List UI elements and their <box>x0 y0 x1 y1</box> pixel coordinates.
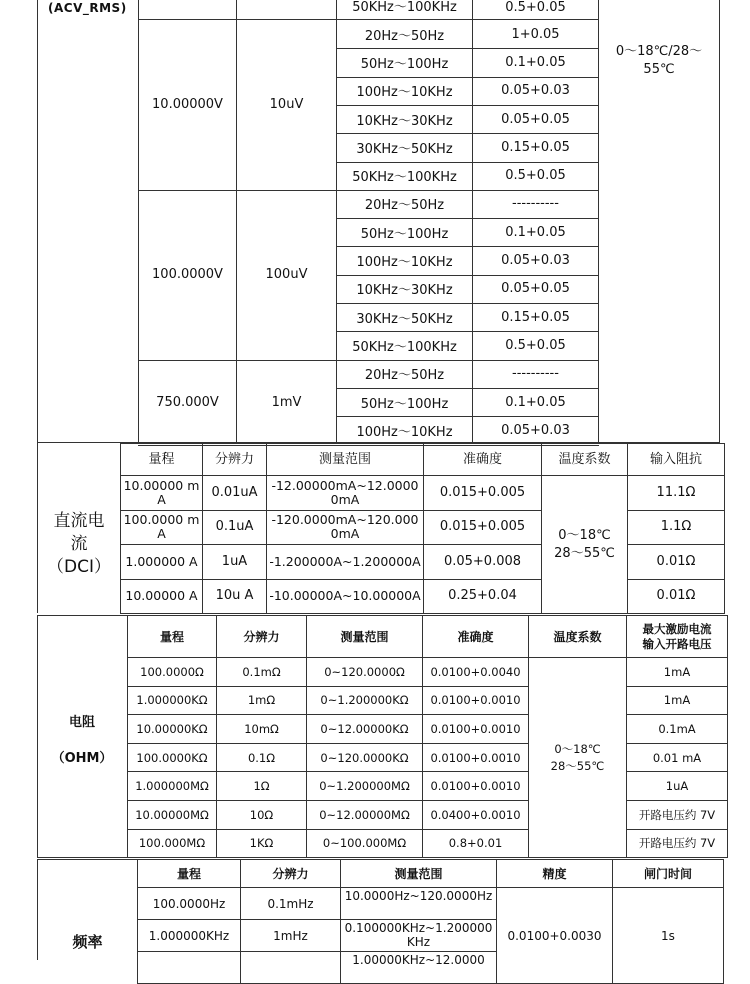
acv-acc-cell: 0.15+0.05 <box>501 309 570 325</box>
acv-freq-cell: 20Hz～50Hz <box>364 368 445 384</box>
ohm-temp: 0～18℃ 28～55℃ <box>529 658 627 858</box>
acv-acc-cell: 0.1+0.05 <box>505 54 566 70</box>
ohm-range: 10.00000KΩ <box>128 715 217 744</box>
dci-impedance: 11.1Ω <box>628 476 725 511</box>
ohm-current: 1mA <box>627 686 728 715</box>
ohm-header: 温度系数 <box>529 616 627 658</box>
dci-impedance: 1.1Ω <box>628 510 725 545</box>
freq-span: 0.100000KHz~1.200000KHz <box>341 920 497 952</box>
freq-header: 闸门时间 <box>613 860 724 888</box>
acv-freq-cell: 10KHz～30KHz <box>356 113 453 129</box>
ohm-range: 1.000000KΩ <box>128 686 217 715</box>
dci-row <box>121 510 725 545</box>
ohm-row <box>128 743 728 772</box>
dci-range: 10.00000 mA <box>121 476 203 511</box>
dci-header: 输入阻抗 <box>628 444 725 476</box>
dci-span: -120.0000mA~120.0000mA <box>267 510 424 545</box>
freq-accuracy: 0.0100+0.0030 <box>497 888 613 984</box>
acv-freq-cell: 20Hz～50Hz <box>364 198 445 214</box>
acv-range: 10.00000V <box>152 97 223 113</box>
dci-impedance: 0.01Ω <box>628 545 725 580</box>
freq-span: 1.00000KHz~12.0000 <box>341 952 497 984</box>
acv-acc-cell: 0.1+0.05 <box>505 394 566 410</box>
dci-accuracy: 0.25+0.04 <box>424 579 542 614</box>
ohm-header: 测量范围 <box>307 616 423 658</box>
acv-acc-cell: ---------- <box>512 196 559 212</box>
freq-range <box>138 952 241 984</box>
acv-acc-cell: 0.05+0.03 <box>501 253 570 269</box>
acv-resolution: 1mV <box>271 394 302 410</box>
acv-acc-cell: 0.5+0.05 <box>505 168 566 184</box>
freq-header: 测量范围 <box>341 860 497 888</box>
ohm-accuracy: 0.0100+0.0040 <box>423 658 529 687</box>
acv-acc-cell: 1+0.05 <box>511 26 560 42</box>
acv-resolution: 10uV <box>269 97 304 113</box>
ohm-range: 10.00000MΩ <box>128 800 217 829</box>
freq-span: 10.0000Hz~120.0000Hz <box>341 888 497 920</box>
freq-range: 1.000000KHz <box>138 920 241 952</box>
dci-row <box>121 545 725 580</box>
dci-table <box>120 443 725 614</box>
freq-resolution <box>241 952 341 984</box>
ohm-accuracy: 0.0100+0.0010 <box>423 743 529 772</box>
dci-span: -1.200000A~1.200000A <box>267 545 424 580</box>
ohm-row <box>128 829 728 858</box>
freq-header: 分辨力 <box>241 860 341 888</box>
acv-temp: 0～18℃/28～55℃ <box>615 44 703 77</box>
ohm-current: 0.1mA <box>627 715 728 744</box>
ohm-range: 100.0000Ω <box>128 658 217 687</box>
ohm-resolution: 10Ω <box>217 800 307 829</box>
acv-resolution: 100uV <box>265 267 308 283</box>
dci-header: 准确度 <box>424 444 542 476</box>
dci-span: -12.00000mA~12.00000mA <box>267 476 424 511</box>
dci-header: 温度系数 <box>542 444 628 476</box>
ohm-row <box>128 772 728 801</box>
acv-acc-cell: 0.05+0.05 <box>501 111 570 127</box>
ohm-resolution: 10mΩ <box>217 715 307 744</box>
freq-row <box>138 888 724 920</box>
acv-freq-cell: 50KHz～100KHz <box>352 339 457 355</box>
acv-freq-cell: 10KHz～30KHz <box>356 283 453 299</box>
ohm-header-current: 最大激励电流 输入开路电压 <box>627 616 728 658</box>
freq-gate-time: 1s <box>613 888 724 984</box>
ohm-accuracy: 0.8+0.01 <box>423 829 529 858</box>
acv-acc-cell: 0.05+0.03 <box>501 83 570 99</box>
ohm-accuracy: 0.0100+0.0010 <box>423 686 529 715</box>
ohm-span: 0~100.000MΩ <box>307 829 423 858</box>
dci-accuracy: 0.015+0.005 <box>424 510 542 545</box>
dci-resolution: 0.1uA <box>203 510 267 545</box>
acv-freq-cell: 100Hz～10KHz <box>356 85 453 101</box>
ohm-row <box>128 800 728 829</box>
ohm-span: 0~1.200000MΩ <box>307 772 423 801</box>
ohm-current: 开路电压约 7V <box>627 829 728 858</box>
ohm-header: 分辨力 <box>217 616 307 658</box>
acv-acc-cell: 0.1+0.05 <box>505 224 566 240</box>
dci-header: 分辨力 <box>203 444 267 476</box>
dci-resolution: 0.01uA <box>203 476 267 511</box>
dci-header: 测量范围 <box>267 444 424 476</box>
dci-row <box>121 579 725 614</box>
freq-resolution: 1mHz <box>241 920 341 952</box>
ohm-resolution: 0.1Ω <box>217 743 307 772</box>
ohm-current: 开路电压约 7V <box>627 800 728 829</box>
ohm-span: 0~120.0000Ω <box>307 658 423 687</box>
freq-header: 精度 <box>497 860 613 888</box>
dci-accuracy: 0.015+0.005 <box>424 476 542 511</box>
acv-acc-cell: 0.05+0.03 <box>501 422 570 438</box>
acv-acc-cell: 0.05+0.05 <box>501 281 570 297</box>
dci-label: 直流电 流 （DCI） <box>47 511 111 577</box>
ohm-span: 0~12.00000MΩ <box>307 800 423 829</box>
acv-acc-cell: 0.15+0.05 <box>501 139 570 155</box>
freq-label: 频率 <box>72 933 103 951</box>
acv-acc-cell: ---------- <box>512 366 559 382</box>
ohm-range: 1.000000MΩ <box>128 772 217 801</box>
ohm-span: 0~1.200000KΩ <box>307 686 423 715</box>
ohm-resolution: 1Ω <box>217 772 307 801</box>
ohm-row <box>128 686 728 715</box>
acv-label: (ACV_RMS) <box>48 1 127 15</box>
ohm-resolution: 1mΩ <box>217 686 307 715</box>
ohm-range: 100.000MΩ <box>128 829 217 858</box>
ohm-current: 1mA <box>627 658 728 687</box>
acv-freq-cell: 100Hz～10KHz <box>356 255 453 271</box>
dci-range: 100.0000 mA <box>121 510 203 545</box>
acv-freq-cell: 100Hz～10KHz <box>356 424 453 440</box>
acv-freq-cell: 20Hz～50Hz <box>364 28 445 44</box>
acv-acc-cell: 0.5+0.05 <box>505 337 566 353</box>
dci-impedance: 0.01Ω <box>628 579 725 614</box>
ohm-span: 0~12.00000KΩ <box>307 715 423 744</box>
dci-resolution: 1uA <box>203 545 267 580</box>
ohm-row <box>128 715 728 744</box>
freq-header: 量程 <box>138 860 241 888</box>
acv-range: 100.0000V <box>152 267 223 283</box>
ohm-header: 量程 <box>128 616 217 658</box>
acv-freq-cell: 50Hz～100Hz <box>360 226 449 242</box>
ohm-current: 0.01 mA <box>627 743 728 772</box>
ohm-span: 0~120.0000KΩ <box>307 743 423 772</box>
dci-range: 10.00000 A <box>121 579 203 614</box>
dci-span: -10.00000A~10.00000A <box>267 579 424 614</box>
ohm-row <box>128 658 728 687</box>
ohm-resolution: 0.1mΩ <box>217 658 307 687</box>
ohm-accuracy: 0.0100+0.0010 <box>423 772 529 801</box>
dci-resolution: 10u A <box>203 579 267 614</box>
acv-freq-cell: 50KHz～100KHz <box>352 170 457 186</box>
freq-range: 100.0000Hz <box>138 888 241 920</box>
ohm-table <box>127 615 728 858</box>
acv-freq-cell: 30KHz～50KHz <box>356 311 453 327</box>
ohm-range: 100.0000KΩ <box>128 743 217 772</box>
dci-temp: 0～18℃ 28～55℃ <box>542 476 628 614</box>
ohm-resolution: 1KΩ <box>217 829 307 858</box>
ohm-label: 电阻 （OHM） <box>51 715 113 766</box>
dci-header: 量程 <box>121 444 203 476</box>
acv-first-freq: 50KHz～100KHz <box>352 0 457 15</box>
ohm-header: 准确度 <box>423 616 529 658</box>
dci-row <box>121 476 725 511</box>
ohm-current: 1uA <box>627 772 728 801</box>
acv-freq-cell: 50Hz～100Hz <box>360 56 449 72</box>
ohm-accuracy: 0.0400+0.0010 <box>423 800 529 829</box>
acv-freq-cell: 50Hz～100Hz <box>360 396 449 412</box>
acv-range: 750.000V <box>156 394 219 410</box>
freq-resolution: 0.1mHz <box>241 888 341 920</box>
acv-first-acc: 0.5+0.05 <box>505 0 566 15</box>
dci-accuracy: 0.05+0.008 <box>424 545 542 580</box>
ohm-accuracy: 0.0100+0.0010 <box>423 715 529 744</box>
dci-range: 1.000000 A <box>121 545 203 580</box>
acv-freq-cell: 30KHz～50KHz <box>356 141 453 157</box>
freq-table <box>137 859 724 984</box>
